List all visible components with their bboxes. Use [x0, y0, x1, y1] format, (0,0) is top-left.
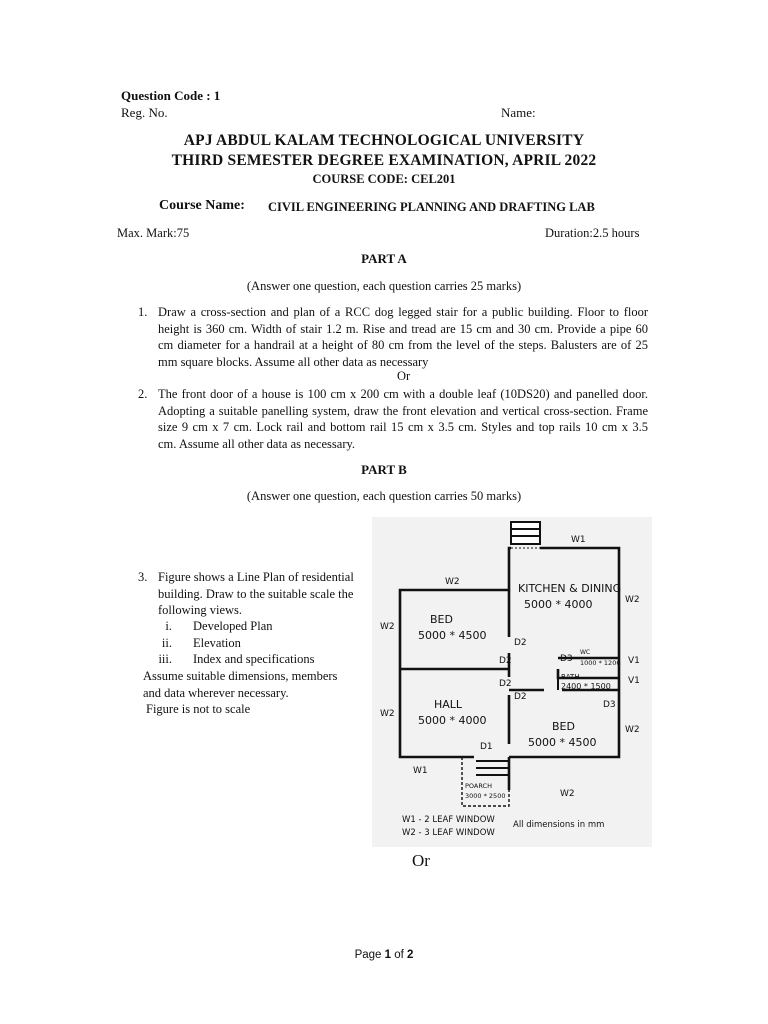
wc-size: 1000 * 1200 — [580, 659, 621, 667]
window-label: W2 — [625, 595, 640, 605]
door-label: D1 — [480, 742, 493, 752]
legend-units: All dimensions in mm — [513, 820, 605, 830]
window-label: W2 — [380, 709, 395, 719]
question-text — [158, 569, 378, 619]
or-separator: Or — [397, 369, 411, 383]
exam-title: THIRD SEMESTER DEGREE EXAMINATION, APRIL 2022 — [171, 152, 597, 169]
question-line: Figure shows a Line Plan of residential — [158, 570, 354, 584]
page-footer — [0, 949, 768, 961]
window-label: W1 — [571, 535, 586, 545]
question-text — [158, 304, 648, 370]
question-text — [158, 386, 648, 452]
question-line: cm. Assume all other data as necessary. — [158, 436, 356, 451]
ventilator-label: V1 — [628, 656, 640, 666]
question-line: size 9 cm x 7 cm. Lock rail and bottom rail 15 cm x 3.5 cm. Styles and top rails 10 cm x 3.5 — [158, 420, 648, 434]
page-total: 2 — [407, 949, 414, 961]
porch-size: 3000 * 2500 — [465, 792, 506, 800]
bed2-label: BED — [552, 720, 575, 733]
legend-w1: W1 - 2 LEAF WINDOW — [402, 815, 495, 825]
list-item-text: Elevation — [193, 635, 241, 650]
question-line: Draw a cross-section and plan of a RCC dog legged stair for a public building. Floor to floor — [158, 305, 648, 319]
door-label: D3 — [560, 654, 573, 664]
question-line: building. Draw to the suitable scale the — [158, 586, 354, 601]
question-line: following views. — [158, 603, 243, 617]
door-label: D2 — [499, 679, 512, 689]
wc-label: WC — [580, 649, 591, 656]
reg-no-label: Reg. No. — [121, 105, 168, 120]
assume-line: and data wherever necessary. — [143, 685, 289, 700]
course-name-value: CIVIL ENGINEERING PLANNING AND DRAFTING LAB — [268, 200, 595, 214]
bed1-label: BED — [430, 613, 453, 626]
question-number: 2. — [138, 387, 148, 401]
door-label: D2 — [514, 638, 527, 648]
university-name: APJ ABDUL KALAM TECHNOLOGICAL UNIVERSITY — [183, 132, 585, 149]
window-label: W2 — [625, 725, 640, 735]
page-current: 1 — [384, 949, 392, 961]
question-line: The front door of a house is 100 cm x 200 cm with a double leaf (10DS20) and panelled door. — [158, 387, 648, 401]
list-item-number: i. — [165, 619, 172, 633]
hall-label: HALL — [434, 698, 463, 711]
views-list — [150, 618, 380, 668]
entry-steps — [511, 522, 540, 544]
question-code: Question Code : 1 — [121, 88, 221, 103]
list-item-text: Index and specifications — [193, 652, 315, 666]
list-item-text: Developed Plan — [193, 619, 273, 633]
course-code: COURSE CODE: CEL201 — [312, 172, 456, 186]
assume-note — [143, 668, 383, 701]
question-2 — [138, 386, 648, 456]
part-b-title: PART B — [361, 462, 407, 477]
part-a-instruction: (Answer one question, each question carries 25 marks) — [246, 279, 522, 293]
ventilator-label: V1 — [628, 676, 640, 686]
question-1 — [138, 304, 648, 374]
page-label: Page — [354, 949, 382, 961]
list-item — [150, 635, 380, 652]
window-label: W1 — [413, 766, 428, 776]
kitchen-label: KITCHEN & DINING — [518, 582, 622, 595]
bath-label: BATH — [561, 673, 580, 681]
porch-label: POARCH — [465, 782, 492, 790]
step-block — [511, 522, 540, 544]
bed1-size: 5000 * 4500 — [418, 629, 487, 642]
bath-size: 2400 * 1500 — [561, 682, 611, 691]
window-label: W2 — [445, 577, 460, 587]
question-line: cm diameter for a handrail at a height of 80 cm from the level of the steps. Balusters are of 25 — [158, 338, 648, 352]
door-label: D2 — [514, 692, 527, 702]
part-a-title: PART A — [361, 251, 407, 266]
floor-plan-figure — [372, 517, 652, 847]
bed2-size: 5000 * 4500 — [528, 736, 597, 749]
name-label: Name: — [501, 105, 536, 120]
list-item-number: iii. — [158, 652, 172, 666]
or-separator: Or — [412, 851, 430, 870]
legend-w2: W2 - 3 LEAF WINDOW — [402, 828, 495, 838]
list-item — [150, 651, 380, 668]
question-line: height is 360 cm. Width of stair 1.2 m. Rise and tread are 15 cm and 30 cm. Provide a pipe 60 — [158, 321, 648, 336]
window-label: W2 — [560, 789, 575, 799]
question-line: mm square blocks. Assume all other data as necessary — [158, 354, 429, 369]
page-of: of — [394, 949, 404, 961]
door-label: D3 — [603, 700, 616, 710]
list-item — [150, 618, 380, 635]
scale-note: Figure is not to scale — [146, 702, 251, 716]
door-label: D2 — [499, 656, 512, 666]
list-item-number: ii. — [161, 635, 172, 650]
hall-size: 5000 * 4000 — [418, 714, 487, 727]
question-number: 3. — [138, 570, 148, 584]
course-name-label: Course Name: — [159, 198, 245, 213]
part-b-instruction: (Answer one question, each question carries 50 marks) — [246, 489, 522, 503]
question-number: 1. — [138, 305, 148, 319]
kitchen-size: 5000 * 4000 — [524, 598, 593, 611]
max-mark: Max. Mark:75 — [117, 226, 190, 240]
window-label: W2 — [380, 622, 395, 632]
duration: Duration:2.5 hours — [545, 226, 640, 240]
question-line: Adopting a suitable panelling system, draw the front elevation and vertical cross-section. Frame — [158, 403, 648, 418]
assume-line: Assume suitable dimensions, members — [143, 669, 338, 683]
